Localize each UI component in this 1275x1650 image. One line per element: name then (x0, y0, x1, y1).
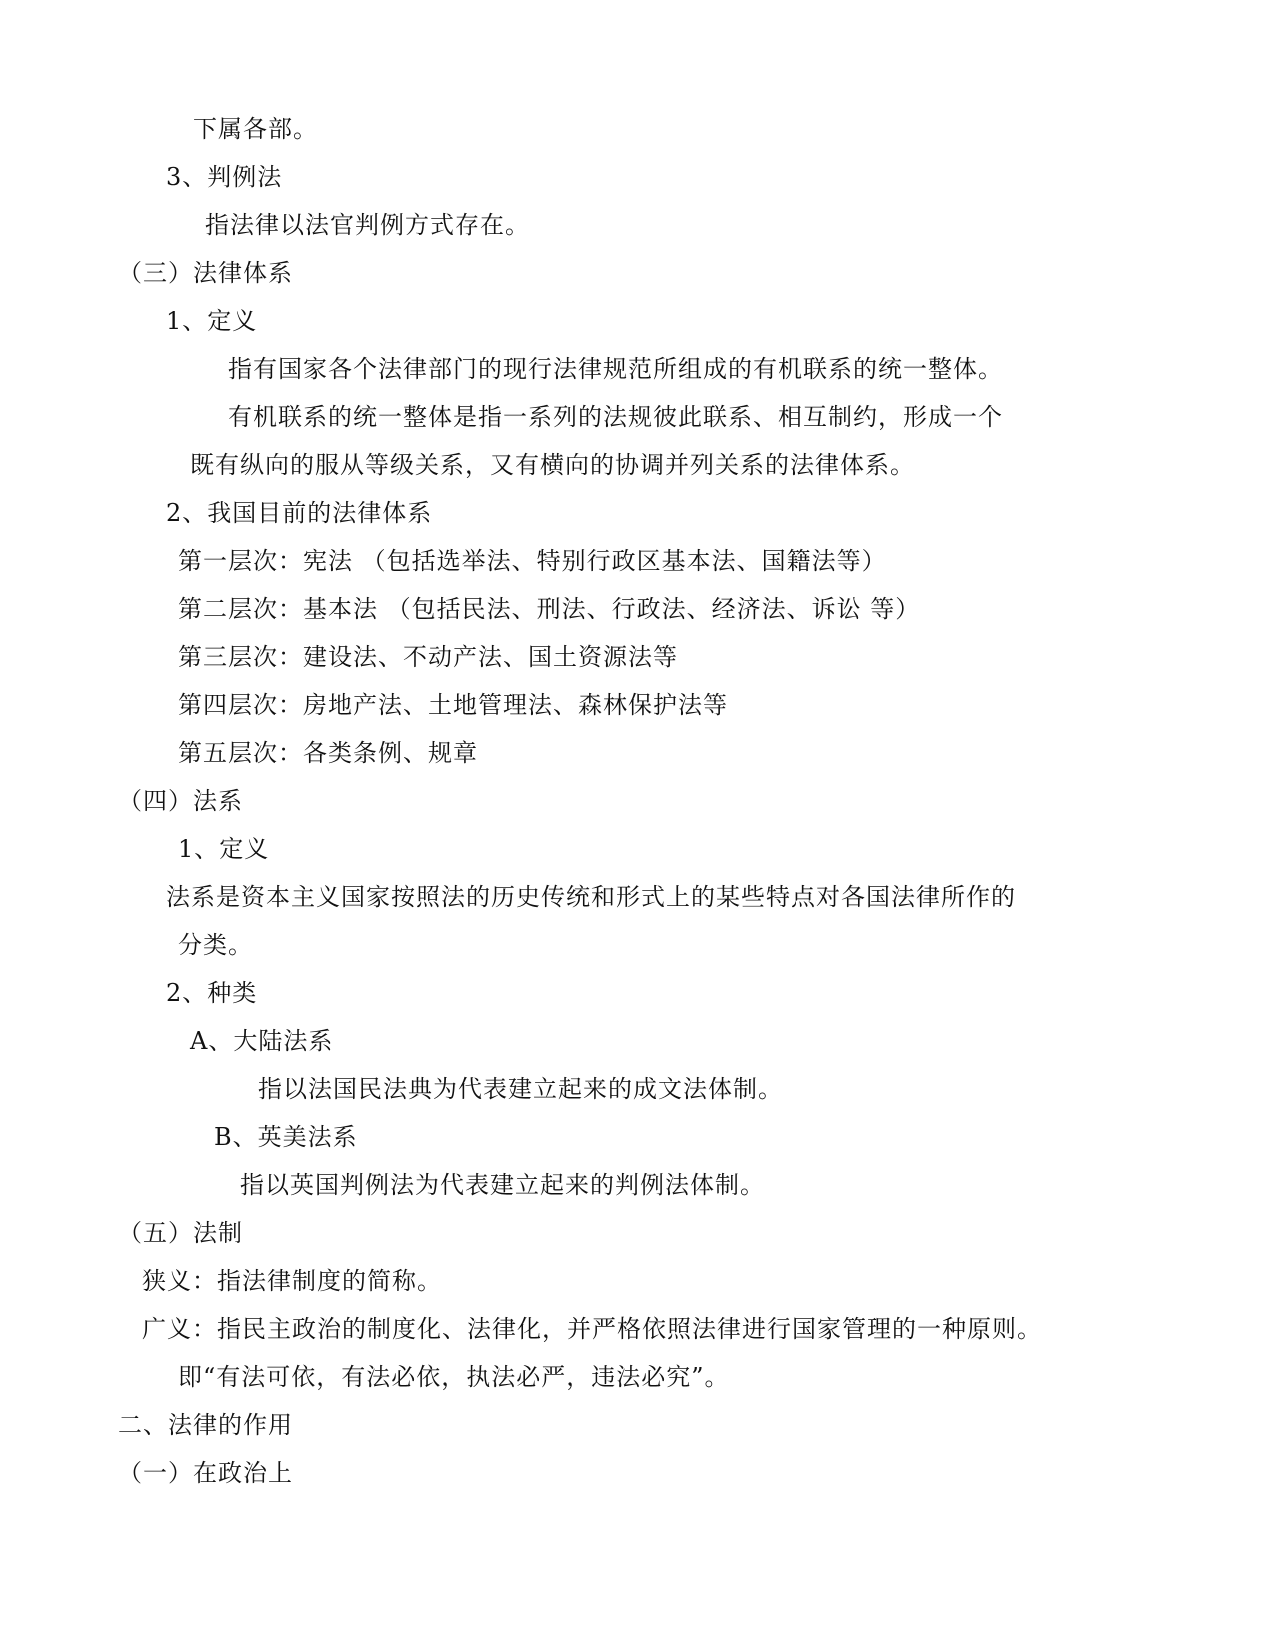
text-case-law-definition: 指法律以法官判例方式存在。 (205, 211, 530, 239)
chapter-role-of-law: 二、法律的作用 (118, 1411, 293, 1439)
heading-definition-1: 1、定义 (166, 307, 258, 335)
text-line-1: 下属各部。 (193, 115, 318, 143)
text-level-1: 第一层次：宪法 （包括选举法、特别行政区基本法、国籍法等） (178, 547, 887, 575)
text-legal-family-definition-2: 分类。 (178, 931, 253, 959)
heading-types: 2、种类 (166, 979, 258, 1007)
text-organic-unity-2: 既有纵向的服从等级关系，又有横向的协调并列关系的法律体系。 (190, 451, 915, 479)
text-organic-unity-1: 有机联系的统一整体是指一系列的法规彼此联系、相互制约，形成一个 (228, 403, 1003, 431)
heading-definition-2: 1、定义 (178, 835, 270, 863)
text-common-law-definition: 指以英国判例法为代表建立起来的判例法体制。 (240, 1171, 765, 1199)
text-broad-sense: 广义：指民主政治的制度化、法律化，并严格依照法律进行国家管理的一种原则。 (142, 1315, 1042, 1343)
text-legal-system-definition: 指有国家各个法律部门的现行法律规范所组成的有机联系的统一整体。 (228, 355, 1003, 383)
heading-case-law: 3、判例法 (166, 163, 283, 191)
section-legal-family: （四）法系 (118, 787, 243, 815)
text-level-2: 第二层次：基本法 （包括民法、刑法、行政法、经济法、诉讼 等） (178, 595, 921, 623)
heading-civil-law: A、大陆法系 (190, 1027, 334, 1055)
section-legal-system: （三）法律体系 (118, 259, 293, 287)
section-political: （一）在政治上 (118, 1459, 293, 1487)
text-level-4: 第四层次：房地产法、土地管理法、森林保护法等 (178, 691, 728, 719)
text-narrow-sense: 狭义：指法律制度的简称。 (142, 1267, 442, 1295)
text-level-3: 第三层次：建设法、不动产法、国土资源法等 (178, 643, 678, 671)
heading-current-system: 2、我国目前的法律体系 (166, 499, 433, 527)
text-civil-law-definition: 指以法国民法典为代表建立起来的成文法体制。 (258, 1075, 783, 1103)
section-legal-system-rule: （五）法制 (118, 1219, 243, 1247)
text-level-5: 第五层次：各类条例、规章 (178, 739, 478, 767)
text-principle-quote: 即“有法可依，有法必依，执法必严，违法必究”。 (178, 1363, 730, 1391)
text-legal-family-definition-1: 法系是资本主义国家按照法的历史传统和形式上的某些特点对各国法律所作的 (166, 883, 1016, 911)
heading-common-law: B、英美法系 (214, 1123, 358, 1151)
